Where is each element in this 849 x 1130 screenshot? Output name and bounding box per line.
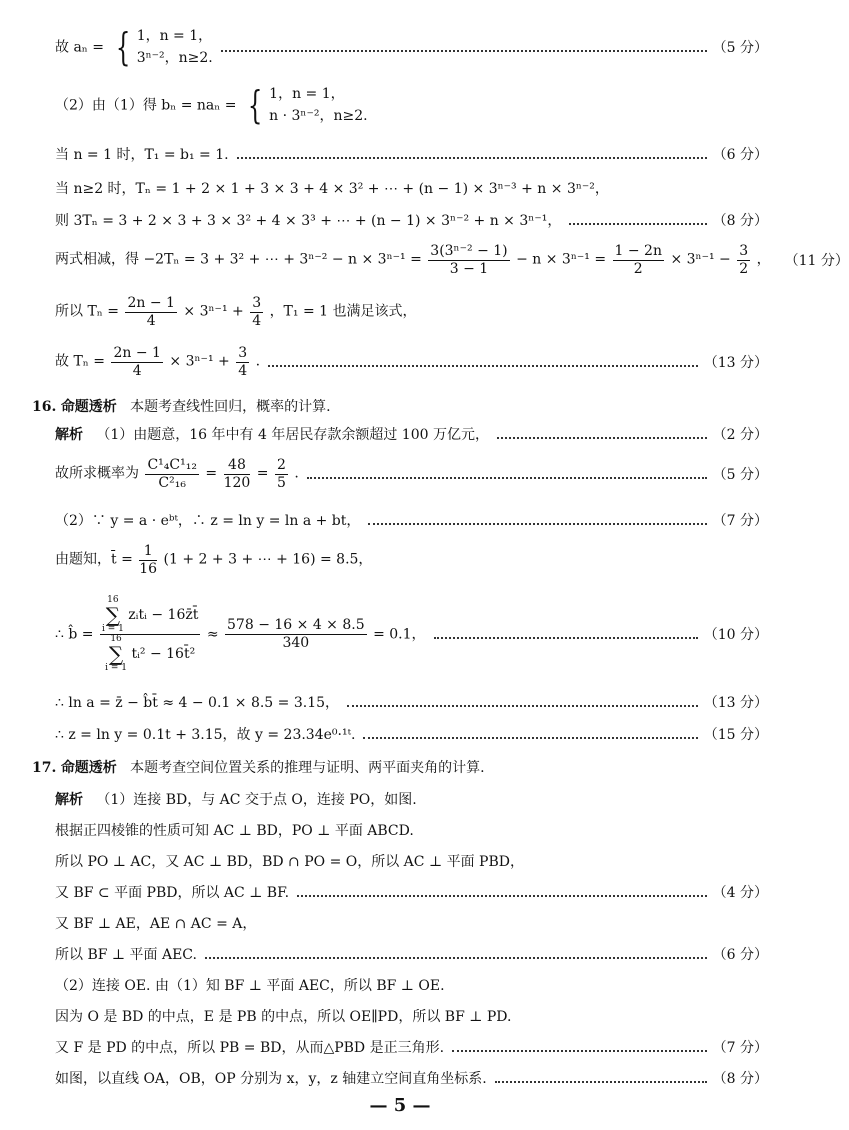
line-18: 解析 （1）连接 BD，与 AC 交于点 O，连接 PO，如图. xyxy=(55,792,417,808)
problem-17-header: 17. 命题透析 本题考查空间位置关系的推理与证明、两平面夹角的计算. xyxy=(32,760,485,776)
score-label: （5 分） xyxy=(712,40,768,56)
fraction: $\frac{\text{C¹₄C¹₁₂}}{\text{C²₁₆}}$ xyxy=(147,457,197,491)
score-label: （15 分） xyxy=(703,727,768,743)
line-15: ∴ ln a = z̄ − b̂t̄ ≈ 4 − 0.1 × 8.5 = 3.15， （13 分） xyxy=(55,690,768,714)
leader-dots xyxy=(434,636,698,639)
leader-dots xyxy=(569,222,706,225)
sum-symbol: 16 ∑ i = 1 xyxy=(105,633,127,673)
score-label: （13 分） xyxy=(703,695,768,711)
leader-dots xyxy=(297,894,707,897)
score-label: （4 分） xyxy=(712,885,768,901)
score-label: （6 分） xyxy=(712,947,768,963)
score-label: （8 分） xyxy=(712,1071,768,1087)
fraction: 16 ∑ i = 1 zᵢtᵢ − 16z̄t̄ 16 ∑ i = 1 tᵢ² − 16t̄² xyxy=(101,594,199,673)
score-label: （11 分） xyxy=(784,253,849,269)
fraction: $\frac{578 - 16 \times 4 \times 8.5}{340}$ xyxy=(227,617,365,651)
fraction: $\frac{2n - 1}{4}$ xyxy=(127,295,175,329)
score-label: （5 分） xyxy=(712,467,768,483)
leader-dots xyxy=(495,1080,707,1083)
score-label: （7 分） xyxy=(712,1040,768,1056)
leader-dots xyxy=(237,156,707,159)
line-26: 又 F 是 PD 的中点，所以 PB = BD，从而△PBD 是正三角形. （7 分） xyxy=(55,1035,768,1059)
leader-dots xyxy=(347,704,698,707)
leader-dots xyxy=(368,522,706,525)
line-3: 当 n = 1 时，T₁ = b₁ = 1. （6 分） xyxy=(55,142,768,166)
leader-dots xyxy=(221,49,707,52)
leader-dots xyxy=(268,364,698,367)
fraction: $\frac{1 - 2n}{2}$ xyxy=(614,243,662,277)
line-6: 两式相减，得 −2Tₙ = 3 + 3² + ⋯ + 3ⁿ⁻² − n × 3ⁿ⁻¹ = $\frac{\text{3(3ⁿ⁻² − 1)}}{3 - 1}$ − n × 3ⁿ⁻¹ = $\frac{1 - 2n}{2}$ × 3ⁿ⁻¹ − $\frac{3}{2}$ ， （11 分） xyxy=(55,243,849,277)
fraction: $\frac{3}{2}$ xyxy=(739,243,749,277)
line-27: 如图，以直线 OA，OB，OP 分别为 x，y，z 轴建立空间直角坐标系. （8 分） xyxy=(55,1066,768,1090)
leader-dots xyxy=(497,436,707,439)
line-20: 所以 PO ⊥ AC，又 AC ⊥ BD，BD ∩ PO = O，所以 AC ⊥ 平面 PBD， xyxy=(55,854,524,870)
line-1: 故 aₙ = { 1，n = 1， 3ⁿ⁻²，n≥2. （5 分） xyxy=(55,25,768,69)
line-5: 则 3Tₙ = 3 + 2 × 3 + 3 × 3² + 4 × 3³ + ⋯ + (n − 1) × 3ⁿ⁻² + n × 3ⁿ⁻¹， （8 分） xyxy=(55,208,768,232)
case-brace: { 1，n = 1， n · 3ⁿ⁻²，n≥2. xyxy=(247,83,368,127)
line-23: 所以 BF ⊥ 平面 AEC. （6 分） xyxy=(55,942,768,966)
line-4: 当 n≥2 时，Tₙ = 1 + 2 × 1 + 3 × 3 + 4 × 3² + ⋯ + (n − 1) × 3ⁿ⁻³ + n × 3ⁿ⁻²， xyxy=(55,181,609,197)
line-14: ∴ b̂ = 16 ∑ i = 1 zᵢtᵢ − 16z̄t̄ 16 ∑ i = 1 tᵢ² − 16t̄² ≈ $\frac{578 - 16 \times 4 \times 8.5}{340}$ = 0.1， （10 分） xyxy=(55,594,768,673)
leader-dots xyxy=(307,476,707,479)
line-21: 又 BF ⊂ 平面 PBD，所以 AC ⊥ BF. （4 分） xyxy=(55,880,768,904)
line-10: 解析 （1）由题意，16 年中有 4 年居民存款余额超过 100 万亿元， （2 分） xyxy=(55,422,768,446)
fraction: $\frac{\text{3(3ⁿ⁻² − 1)}}{3 - 1}$ xyxy=(430,243,508,277)
leader-dots xyxy=(452,1049,707,1052)
line-8: 故 Tₙ = $\frac{2n - 1}{4}$ × 3ⁿ⁻¹ + $\frac{3}{4}$ . （13 分） xyxy=(55,345,768,379)
score-label: （6 分） xyxy=(712,147,768,163)
score-label: （10 分） xyxy=(703,627,768,643)
line-24: （2）连接 OE. 由（1）知 BF ⊥ 平面 AEC，所以 BF ⊥ OE. xyxy=(55,978,445,994)
line-16: ∴ z = ln y = 0.1t + 3.15，故 y = 23.34e⁰·¹ᵗ. （15 分） xyxy=(55,722,768,746)
page-number: — 5 — xyxy=(369,1095,431,1116)
sum-symbol: 16 ∑ i = 1 xyxy=(101,594,124,634)
fraction: $\frac{3}{4}$ xyxy=(252,295,262,329)
line-25: 因为 O 是 BD 的中点，E 是 PB 的中点，所以 OE∥PD，所以 BF ⊥ PD. xyxy=(55,1009,512,1025)
fraction: $\frac{3}{4}$ xyxy=(238,345,248,379)
line-22: 又 BF ⊥ AE，AE ∩ AC = A， xyxy=(55,916,257,932)
line-7: 所以 Tₙ = $\frac{2n - 1}{4}$ × 3ⁿ⁻¹ + $\frac{3}{4}$ ，T₁ = 1 也满足该式， xyxy=(55,295,417,329)
line-12: （2）∵ y = a · eᵇᵗ，∴ z = ln y = ln a + bt， （7 分） xyxy=(55,508,768,532)
line-19: 根据正四棱锥的性质可知 AC ⊥ BD，PO ⊥ 平面 ABCD. xyxy=(55,823,414,839)
line-2: （2）由（1）得 bₙ = naₙ = { 1，n = 1， n · 3ⁿ⁻²，n≥2. xyxy=(55,83,368,127)
line-13: 由题知，t̄ = $\frac{1}{16}$ (1 + 2 + 3 + ⋯ + 16) = 8.5， xyxy=(55,543,373,577)
line-11: 故所求概率为 $\frac{\text{C¹₄C¹₁₂}}{\text{C²₁₆}}$ = $\frac{48}{120}$ = $\frac{2}{5}$ . （5 分） xyxy=(55,457,768,491)
leader-dots xyxy=(363,736,697,739)
case-brace: { 1，n = 1， 3ⁿ⁻²，n≥2. xyxy=(115,25,213,69)
score-label: （13 分） xyxy=(703,355,768,371)
score-label: （8 分） xyxy=(712,213,768,229)
fraction: $\frac{2n - 1}{4}$ xyxy=(113,345,161,379)
score-label: （7 分） xyxy=(712,513,768,529)
score-label: （2 分） xyxy=(712,427,768,443)
fraction: $\frac{1}{16}$ xyxy=(139,543,158,577)
fraction: $\frac{2}{5}$ xyxy=(276,457,286,491)
problem-16-header: 16. 命题透析 本题考查线性回归，概率的计算. xyxy=(32,399,331,415)
leader-dots xyxy=(205,956,707,959)
fraction: $\frac{48}{120}$ xyxy=(223,457,251,491)
